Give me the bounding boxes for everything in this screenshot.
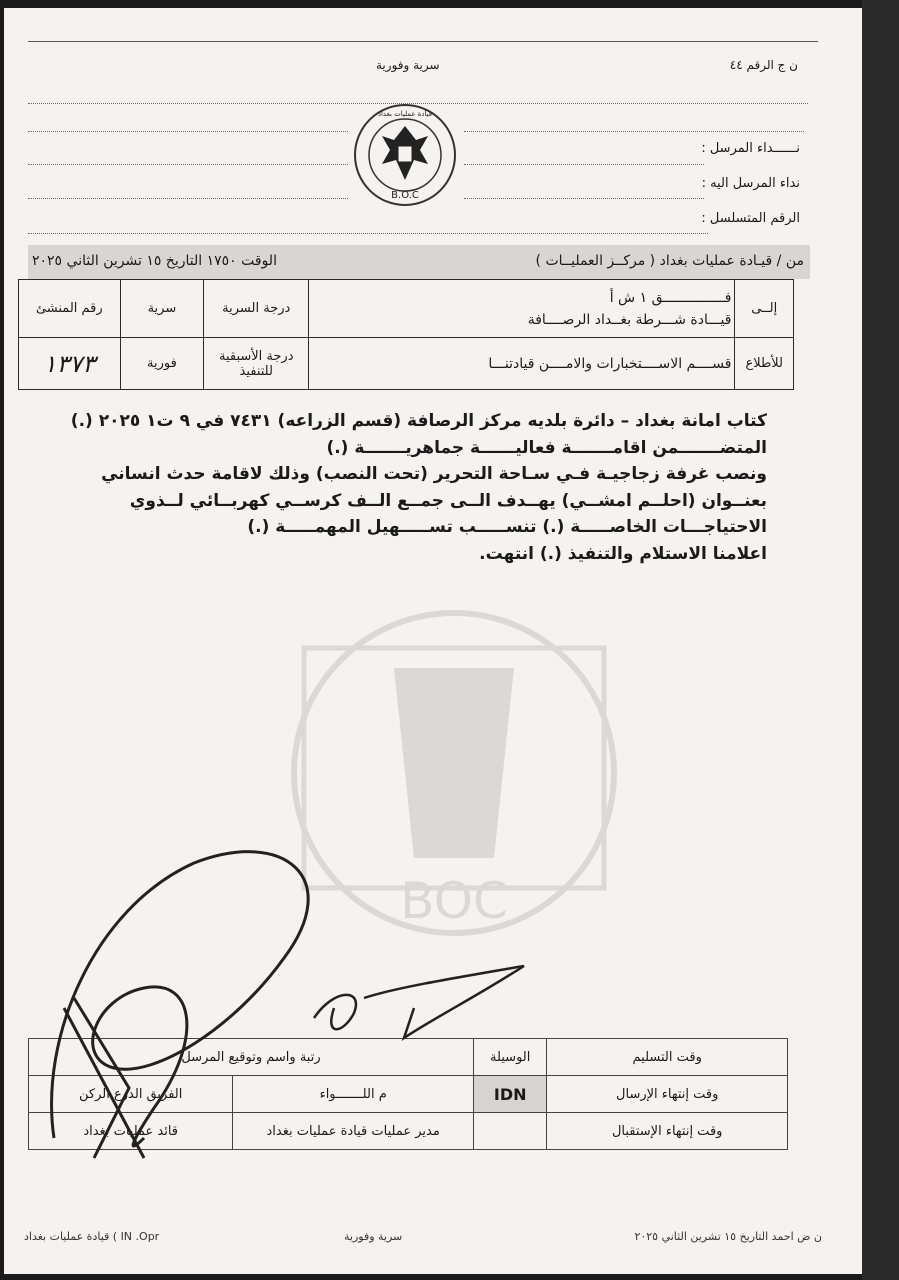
secrecy-value: سرية	[120, 280, 203, 338]
rank-lt-general: الفريق الدرع الركن	[29, 1076, 233, 1113]
time-date-line: الوقت ١٧٥٠ التاريخ ١٥ تشرين الثاني ٢٠٢٥	[32, 253, 277, 269]
body-line-1: كتاب امانة بغداد – دائرة بلديه مركز الرصافة (قسم الزراعه) ٧٤٣١ في ٩ ت١ ٢٠٢٥ (.)	[70, 411, 767, 431]
means-header: الوسيلة	[473, 1039, 546, 1076]
top-rule	[28, 41, 818, 42]
from-line: من / قيـادة عمليات بغداد ( مركــز العمليــات )	[535, 253, 804, 269]
body-line-2: المتضـــــــمن اقامـــــــة فعاليــــــة جماهريـــــــة (.)	[326, 437, 767, 458]
reference-number: ١٣٧٣	[19, 338, 121, 390]
handwritten-signature-icon	[34, 838, 554, 1178]
priority-value: فورية	[120, 338, 203, 390]
serial-number-label: الرقم المتسلسل :	[701, 211, 800, 226]
reference-header: رقم المنشئ	[19, 280, 121, 338]
rank-major-general: م اللـــــــواء	[233, 1076, 474, 1113]
commander: قائد عمليات بغداد	[29, 1113, 233, 1150]
recipient-call-label: نداء المرسل اليه :	[701, 176, 800, 191]
ops-director: مدير عمليات قيادة عمليات بغداد	[233, 1113, 474, 1150]
routing-table	[18, 279, 794, 390]
sender-call-label: نــــــداء المرسل :	[701, 141, 800, 156]
send-end-time-label: وقت إنتهاء الإرسال	[547, 1076, 788, 1113]
serial-ref: ن ج الرقم ٤٤	[729, 58, 798, 72]
footer-right: ن ض احمد التاريخ ١٥ تشرين الثاني ٢٠٢٥	[634, 1230, 822, 1243]
to-label: إلــى	[735, 280, 794, 338]
body-line-4: بعنــوان (احلــم امشــي) يهــدف الــى جمــع الــف كرســي كهربــائي لــذوي	[129, 490, 767, 511]
body-line-5: الاحتياجـــات الخاصـــــة (.) تنســـــب تســـــهيل المهمـــــة (.)	[247, 517, 767, 537]
means-value: IDN	[473, 1076, 546, 1113]
svg-text:BOC: BOC	[400, 872, 508, 930]
seal-top-text: قيادة عمليات بغداد	[377, 110, 433, 118]
delivery-time-label: وقت التسليم	[547, 1039, 788, 1076]
priority-header: درجة الأسبقية للتنفيذ	[204, 338, 309, 390]
seal-bottom-text: B.O.C	[391, 190, 419, 201]
footer-center: سرية وفورية	[344, 1230, 403, 1243]
scan-edge	[862, 0, 899, 1280]
body-line-3: ونصب غرفة زجاجيـة فـي سـاحة التحرير (تحت النصب) وذلك لاقامة حدث انساني	[101, 464, 767, 484]
body-line-6: اعلامنا الاستلام والتنفيذ (.) انتهت.	[479, 543, 767, 564]
message-body	[67, 408, 767, 567]
receive-end-time-label: وقت إنتهاء الإستقبال	[547, 1113, 788, 1150]
to-recipient	[309, 280, 735, 338]
footer-left: قيادة عمليات بغداد ( IN .Opr	[24, 1230, 160, 1243]
info-value: قســــم الاســــتخبارات والامــــن قيادتنـــا	[309, 338, 735, 390]
boc-seal-icon	[352, 102, 458, 208]
classification-top: سرية وفورية	[376, 58, 440, 72]
document-sheet	[4, 8, 862, 1274]
rank-header: رتبة واسم وتوقيع المرسل	[29, 1039, 474, 1076]
from-bar	[28, 245, 810, 279]
secrecy-header: درجة السرية	[204, 280, 309, 338]
to-line-2: قيـــادة شـــرطة بغــداد الرصــــافة	[527, 311, 732, 328]
info-label: للأطلاع	[735, 338, 794, 390]
to-line-1: فـــــــــــــــق ١ ش أ	[609, 289, 732, 306]
